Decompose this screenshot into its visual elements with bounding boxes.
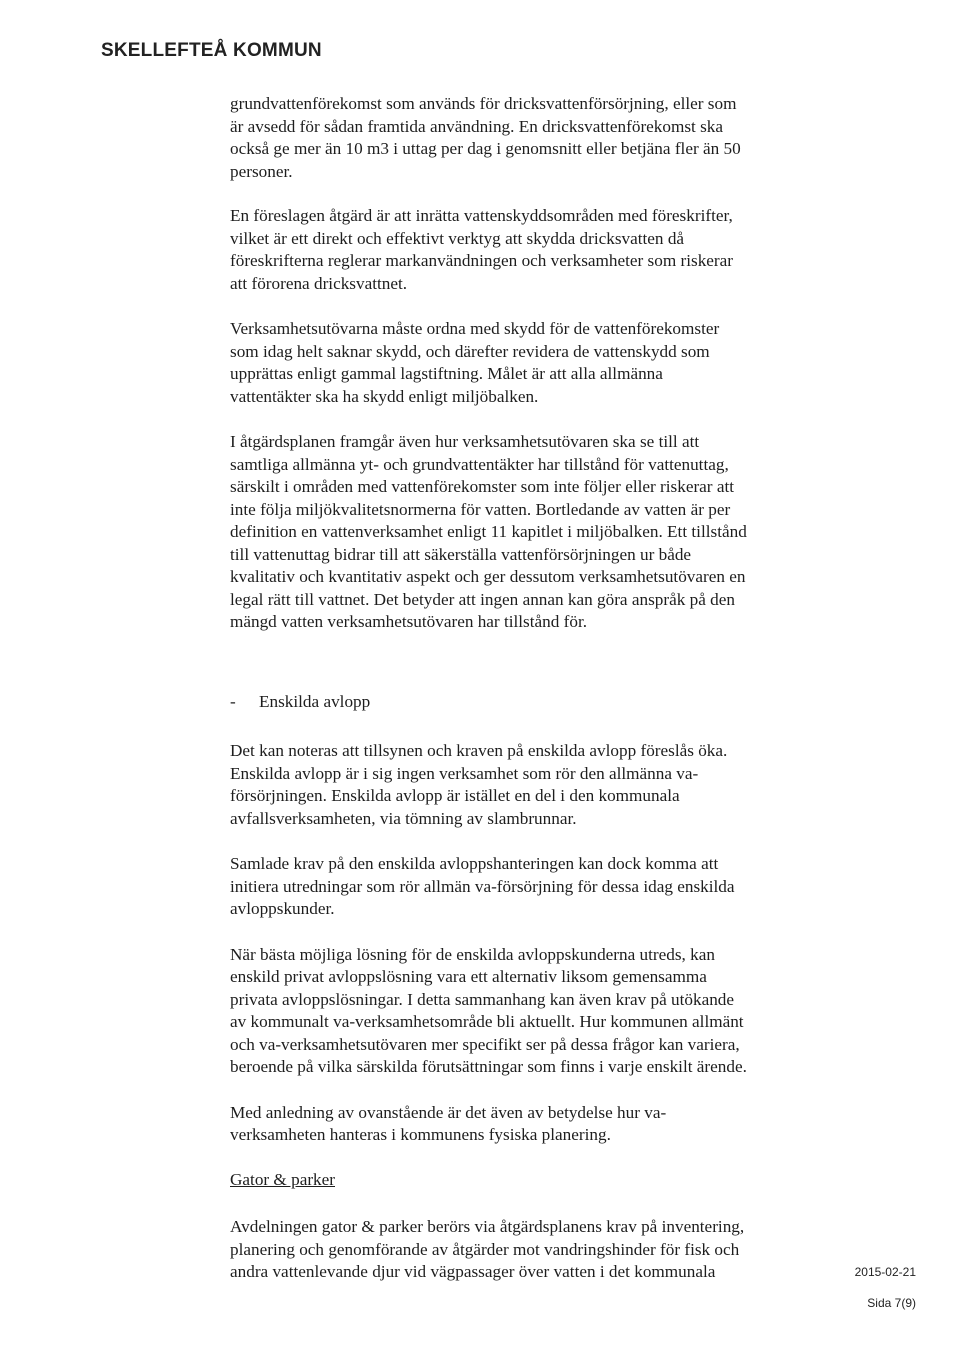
- bullet-enskilda-avlopp: [230, 691, 830, 714]
- bullet-label: Enskilda avlopp: [259, 691, 371, 711]
- page-number: Sida 7(9): [867, 1296, 916, 1310]
- paragraph-private-sewage: Det kan noteras att tillsynen och kraven på enskilda avlopp föreslås öka. Enskilda avlopp är i sig ingen verksamhet som rör den allmänna va- försörjningen. Enskilda avlopp är istället en del i den kommunala avfallsverksamheten, via tömning av slambrunnar.: [230, 741, 728, 828]
- paragraph-physical-planning: Med anledning av ovanstående är det även av betydelse hur va- verksamheten hanteras i kommunens fysiska planering.: [230, 1102, 667, 1144]
- document-date: 2015-02-21: [854, 1265, 916, 1279]
- paragraph-best-solution: När bästa möjliga lösning för de enskilda avloppskunderna utreds, kan enskild privat avloppslösning vara ett alternativ liksom gemensamma privata avloppslösningar. I detta sammanhang kan även krav på utökande av kommunalt va-verksamhetsområde bli aktuellt. Hur kommunen allmänt och va-verksamhetsutövaren mer specifikt ser på dessa frågor kan variera, beroende på vilka särskilda förutsättningar som finns i varje enskilt ärende.: [230, 944, 747, 1076]
- organization-header: SKELLEFTEÅ KOMMUN: [101, 40, 322, 61]
- document-body: [230, 93, 830, 1284]
- paragraph-operators: Verksamhetsutövarna måste ordna med skydd för de vattenförekomster som idag helt saknar skydd, och därefter revidera de vattenskydd som upprättas enligt gammal lagstiftning. Målet är att alla allmänna vattentäkter ska ha skydd enligt miljöbalken.: [230, 319, 720, 406]
- paragraph-protection-areas: En föreslagen åtgärd är att inrätta vattenskyddsområden med föreskrifter, vilket är ett direkt och effektivt verktyg att skydda dricksvatten då föreskrifterna reglerar markanvändningen och verksamheter som riskerar att förorena dricksvattnet.: [230, 206, 733, 293]
- paragraph-combined-requirements: Samlade krav på den enskilda avloppshanteringen kan dock komma att initiera utredningar som rör allmän va-försörjning för dessa idag enskilda avloppskunder.: [230, 854, 735, 918]
- bullet-dash: -: [230, 691, 236, 711]
- paragraph-streets-parks: Avdelningen gator & parker berörs via åtgärdsplanens krav på inventering, planering och genomförande av åtgärder mot vandringshinder för fisk och andra vattenlevande djur vid vägpassager över vatten i det kommunala: [230, 1217, 745, 1281]
- paragraph-groundwater: grundvattenförekomst som används för dricksvattenförsörjning, eller som är avsedd för sådan framtida användning. En dricksvattenförekomst ska också ge mer än 10 m3 i uttag per dag i genomsnitt eller betjäna fler än 50 personer.: [230, 94, 741, 181]
- section-heading-gator-parker: Gator & parker: [230, 1169, 335, 1189]
- paragraph-action-plan: I åtgärdsplanen framgår även hur verksamhetsutövaren ska se till att samtliga allmänna yt- och grundvattentäkter har tillstånd för vattenuttag, särskilt i områden med vattenförekomster som inte följer eller riskerar att inte följa miljökvalitetsnormerna för vatten. Bortledande av vatten är per definition en vattenverksamhet enligt 11 kapitlet i miljöbalken. Ett tillstånd till vattenuttag bidrar till att säkerställa vattenförsörjningen ur både kvalitativ och kvantitativ aspekt och ger dessutom verksamhetsutövaren en legal rätt till vattnet. Det betyder att ingen annan kan göra anspråk på den mängd vatten verksamhetsutövaren har tillstånd för.: [230, 432, 747, 631]
